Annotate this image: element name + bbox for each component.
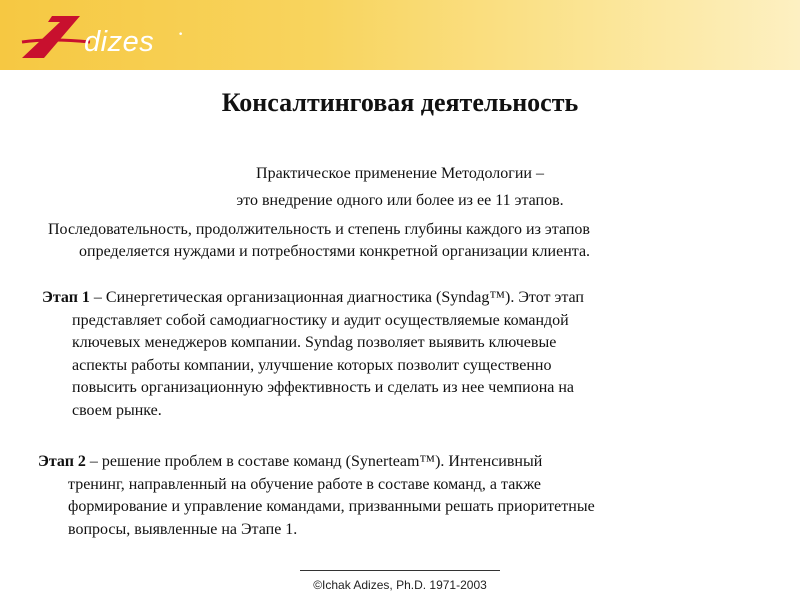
page-title: Консалтинговая деятельность [221,88,579,117]
stage-2-label: Этап 2 [38,453,86,470]
logo-text: dizes [84,26,155,58]
stage-2-title: – решение проблем в составе команд (Synerteam™). Интенсивный [85,453,543,470]
sequence-line-1: Последовательность, продолжительность и степень глубины каждого из этапов [48,221,590,238]
stage-2-body: тренинг, направленный на обучение работе в составе команд, а также формирование и управление командами, призванными решать приоритетные вопросы, выявленные на Этапе 1. [68,475,595,538]
stage-1-first-line [42,287,762,310]
stage-1-title: – Синергетическая организационная диагностика (Syndag™). Этот этап [89,289,584,306]
stage-1-label: Этап 1 [42,289,90,306]
sequence-line-2: определяется нуждами и потребностями конкретной организации клиента. [79,243,591,260]
intro-line-2: это внедрение одного или более из ее 11 этапов. [236,192,564,209]
stage-1-body: представляет собой самодиагностику и аудит осуществляемые командой ключевых менеджеров компании. Syndag позволяет выявить ключевые аспекты работы компании, улучшение которых позволит существенно повысить организационную эффективность и сделать из нее чемпиона на своем рынке. [72,311,575,419]
intro-line-1: Практическое применение Методологии – [256,165,544,182]
stage-1-paragraph [42,287,762,422]
logo-dot: • [178,30,184,40]
stage-2-first-line [38,451,762,474]
footer-copyright: ©Ichak Adizes, Ph.D. 1971-2003 [313,578,487,592]
adizes-logo [20,8,184,64]
footer-rule [300,570,500,571]
stage-2-paragraph [38,451,762,541]
